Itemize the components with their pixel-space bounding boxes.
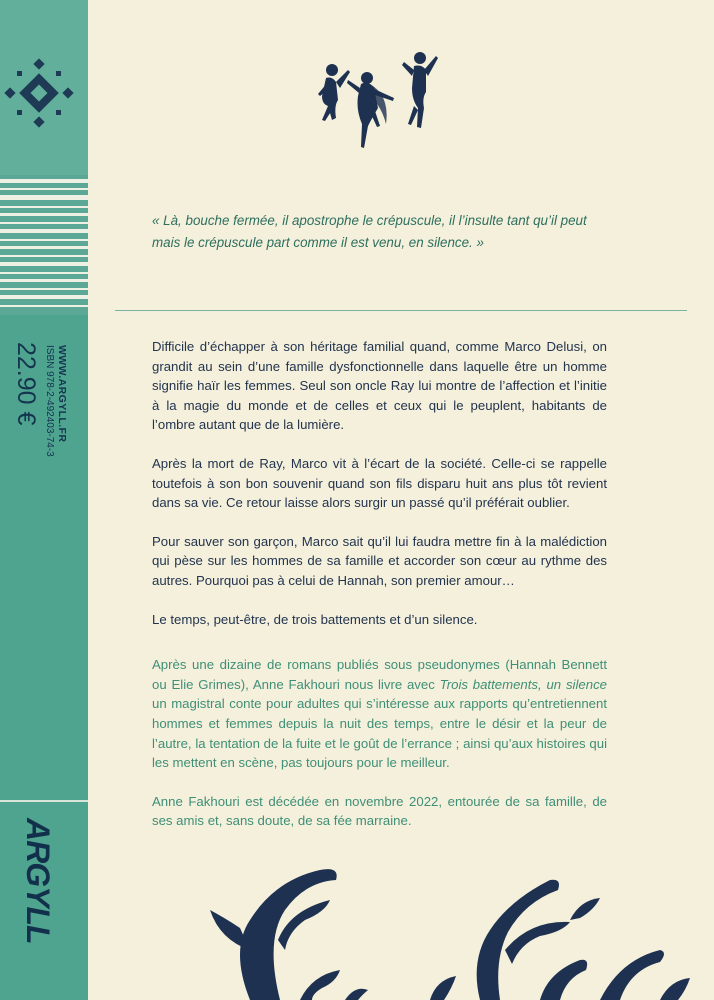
isbn-number: ISBN 978-2-492403-74-3 — [44, 345, 55, 457]
epigraph-quote — [152, 210, 612, 254]
back-cover-text — [152, 337, 607, 850]
flourish-ornament-icon — [100, 840, 714, 1000]
book-title: Trois battements, un silence — [439, 676, 607, 692]
author-bio-part2: un magistral conte pour adultes qui s’intéresse aux rapports qu’entretiennent hommes et femmes depuis la nuit des temps, entre le désir et la peur de l’autre, la tentation de la fuite et le goût de l’errance ; ainsi qu’aux histoires qui les mettent en scène, pas toujours pour le meilleur. — [152, 696, 607, 771]
summary-paragraph-2: Après la mort de Ray, Marco vit à l’écart de la société. Celle-ci se rappelle toutefois à son bon souvenir quand son fils disparu huit ans plus tôt revient dans sa vie. Ce retour laisse alors surgir un passé qu’il préférait oublier. — [152, 455, 607, 511]
diamond-emblem-icon — [4, 58, 74, 128]
author-bio — [152, 655, 607, 773]
price-label: 22.90 € — [12, 342, 40, 426]
summary-paragraph-1: Difficile d’échapper à son héritage familial quand, comme Marco Delusi, on grandit au sein d’une famille dysfonctionnelle dans laquelle être un homme signifie haïr les femmes. Seul son oncle Ray lui montre de l’affection et l’initie à la magie du monde et de celles et ceux qui le peuplent, habitants de l’ombre autant que de la lumière. — [152, 339, 607, 433]
author-death-note: Anne Fakhouri est décédée en novembre 2022, entourée de sa famille, de ses amis et, sans doute, de sa fée marraine. — [152, 793, 607, 829]
website-url[interactable]: WWW.ARGYLL.FR — [56, 345, 68, 443]
section-divider — [115, 310, 687, 311]
spine-band — [0, 0, 88, 1000]
summary-tagline: Le temps, peut-être, de trois battements et d’un silence. — [152, 611, 478, 627]
author-bio-part1: Après une dizaine de romans publiés sous pseudonymes (Hannah Bennett ou Elie Grimes), Anne Fakhouri nous livre avec — [152, 657, 607, 692]
summary-paragraph-3: Pour sauver son garçon, Marco sait qu’il lui faudra mettre fin à la malédiction qui pèse sur les hommes de sa famille et accorder son cœur au rythme des autres. Pourquoi pas à celui de Hannah, son premier amour… — [152, 533, 607, 588]
spine-divider — [0, 800, 88, 802]
quote-line-2: mais le crépuscule part comme il est venu, en silence. » — [152, 235, 484, 250]
quote-line-1: « Là, bouche fermée, il apostrophe le crépuscule, il l’insulte tant qu’il peut — [152, 213, 587, 228]
dancing-figures-icon — [312, 48, 442, 158]
publisher-logo-text: ARGYLL — [20, 818, 56, 944]
barcode-stripes — [0, 175, 88, 315]
